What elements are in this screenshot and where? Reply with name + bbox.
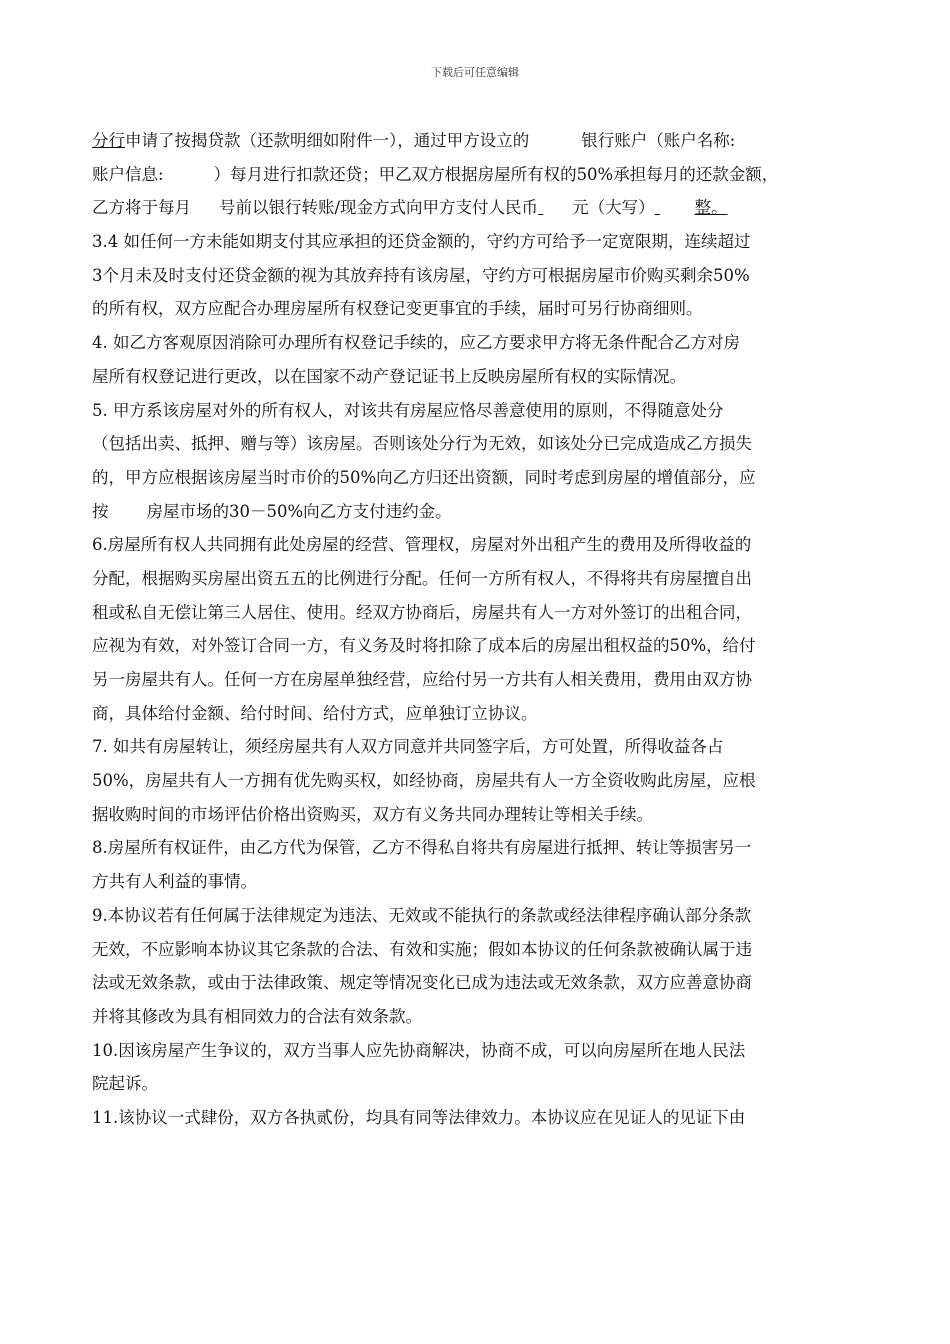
text-line: 50%，房屋共有人一方拥有优先购买权，如经协商，房屋共有人一方全资收购此房屋，应根 [92, 771, 756, 791]
text-line: 方共有人利益的事情。 [92, 872, 257, 892]
branch-underlined: 分行 [92, 131, 125, 150]
text-line [92, 191, 870, 225]
text-line [92, 495, 870, 529]
text-line: 10.因该房屋产生争议的，双方当事人应先协商解决，协商不成，可以向房屋所在地人民法 [92, 1040, 746, 1060]
document-body [92, 124, 870, 1135]
text-line: 3.4 如任何一方未能如期支付其应承担的还贷金额的，守约方可给予一定宽限期，连续超过 [92, 232, 751, 252]
text-line: 的所有权，双方应配合办理房屋所有权登记变更事宜的手续，届时可另行协商细则。 [92, 299, 703, 319]
text-line: 应视为有效，对外签订合同一方，有义务及时将扣除了成本后的房屋出租权益的50%，给付 [92, 636, 756, 656]
text-segment: 元（大写） [572, 198, 655, 218]
text-segment: ）每月进行扣款还贷；甲乙双方根据房屋所有权的50%承担每月的还款金额， [213, 164, 779, 184]
amount-blank [538, 191, 572, 225]
text-line: （包括出卖、抵押、赠与等）该房屋。否则该处分行为无效，如该处分已完成造成乙方损失 [92, 434, 752, 454]
amount-words-blank [655, 191, 695, 225]
text-line [92, 158, 870, 192]
text-segment: 银行账户（账户名称: [581, 131, 736, 150]
text-line: 6.房屋所有权人共同拥有此处房屋的经营、管理权，房屋对外出租产生的费用及所得收益的 [92, 535, 752, 555]
text-line: 7. 如共有房屋转让，须经房屋共有人双方同意并共同签字后，方可处置，所得收益各占 [92, 737, 724, 757]
text-line: 的，甲方应根据该房屋当时市价的50%向乙方归还出资额，同时考虑到房屋的增值部分，应 [92, 467, 756, 487]
text-line: 另一房屋共有人。任何一方在房屋单独经营，应给付另一方共有人相关费用，费用由双方协 [92, 670, 752, 689]
text-line: 11.该协议一式肆份，双方各执贰份，均具有同等法律效力。本协议应在见证人的见证下由 [92, 1107, 746, 1127]
text-line [92, 124, 870, 158]
text-line: 3个月未及时支付还贷金额的视为其放弃持有该房屋，守约方可根据房屋市价购买剩余50% [92, 265, 750, 285]
text-line: 分配，根据购买房屋出资五五的比例进行分配。任何一方所有权人，不得将共有房屋擅自出 [92, 568, 752, 588]
text-segment: 整。 [694, 198, 728, 218]
page-header: 下载后可任意编辑 [431, 66, 519, 79]
text-line: 5. 甲方系该房屋对外的所有权人，对该共有房屋应恪尽善意使用的原则，不得随意处分 [92, 400, 724, 420]
text-segment: 号前以银行转账/现金方式向甲方支付人民币 [219, 198, 539, 218]
text-line: 院起诉。 [92, 1074, 158, 1094]
text-line: 据收购时间的市场评估价格出资购买，双方有义务共同办理转让等相关手续。 [92, 804, 653, 824]
text-segment: 房屋市场的30－50%向乙方支付违约金。 [146, 501, 452, 521]
text-segment: 申请了按揭贷款（还款明细如附件一），通过甲方设立的 [125, 131, 530, 150]
text-segment: 乙方将于每月 [92, 198, 191, 218]
text-line: 法或无效条款，或由于法律政策、规定等情况变化已成为违法或无效条款，双方应善意协商 [92, 973, 752, 993]
text-line: 4. 如乙方客观原因消除可办理所有权登记手续的，应乙方要求甲方将无条件配合乙方对房 [92, 333, 740, 353]
text-line: 并将其修改为具有相同效力的合法有效条款。 [92, 1006, 422, 1026]
text-line: 无效，不应影响本协议其它条款的合法、有效和实施；假如本协议的任何条款被确认属于违 [92, 939, 752, 959]
text-line: 租或私自无偿让第三人居住、使用。经双方协商后，房屋共有人一方对外签订的出租合同， [92, 602, 752, 622]
text-line: 8.房屋所有权证件，由乙方代为保管，乙方不得私自将共有房屋进行抵押、转让等损害另一 [92, 838, 752, 858]
text-line: 商，具体给付金额、给付时间、给付方式，应单独订立协议。 [92, 703, 538, 723]
text-segment: 账户信息: [92, 164, 164, 184]
text-line: 屋所有权登记进行更改，以在国家不动产登记证书上反映房屋所有权的实际情况。 [92, 366, 686, 386]
text-segment: 按 [92, 501, 109, 521]
text-line: 9.本协议若有任何属于法律规定为违法、无效或不能执行的条款或经法律程序确认部分条款 [92, 905, 752, 925]
